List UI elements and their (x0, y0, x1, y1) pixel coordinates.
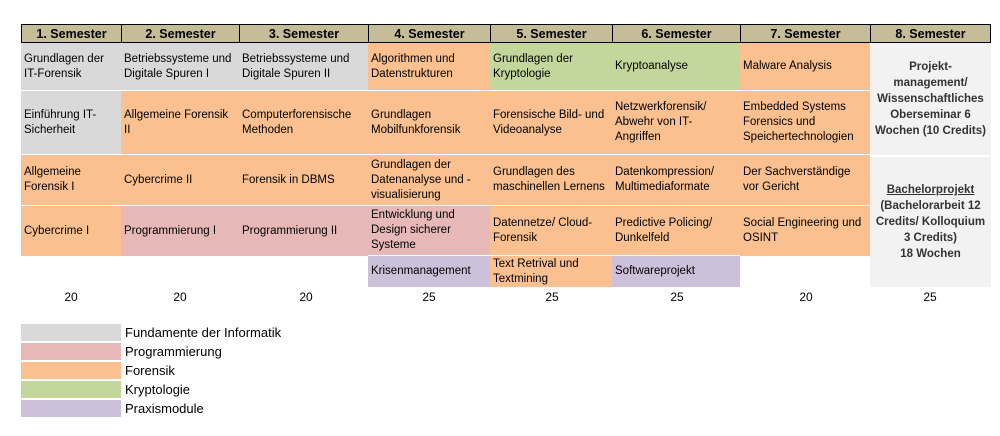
legend-label: Kryptologie (125, 382, 191, 397)
legend-swatch-fundamente (21, 324, 121, 341)
semester-header-2: 2. Semester (121, 24, 240, 43)
credit-total: 25 (923, 290, 937, 304)
module-cell: Forensik in DBMS (239, 155, 368, 206)
bachelor-project-title: Bachelorprojekt (886, 184, 975, 196)
legend-swatch-praxismodule (21, 400, 121, 417)
module-cell: Text Retrival und Textmining (490, 256, 612, 287)
module-cell: Malware Analysis (740, 43, 870, 91)
credit-total: 25 (670, 290, 684, 304)
legend-label: Fundamente der Informatik (125, 325, 282, 340)
bachelor-project-cell: Bachelorprojekt (Bachelorarbeit 12 Credits/ Kolloquium 3 Credits) 18 Wochen (870, 157, 991, 287)
module-cell: Einführung IT-Sicherheit (21, 91, 121, 155)
semester-header-3: 3. Semester (239, 24, 369, 43)
semester-header-8: 8. Semester (870, 24, 991, 43)
legend (21, 324, 321, 420)
project-seminar-cell: Projekt- management/ Wissenschaftliches Oberseminar 6 Wochen (10 Credits) (870, 43, 991, 155)
semester-header-7: 7. Semester (740, 24, 871, 43)
module-cell: Grundlagen des maschinellen Lernens (490, 155, 612, 206)
module-cell: Cybercrime I (21, 206, 121, 256)
credit-total: 20 (799, 290, 813, 304)
module-cell: Kryptoanalyse (612, 43, 740, 91)
module-cell: Der Sachverständige vor Gericht (740, 155, 870, 206)
credit-total: 20 (173, 290, 187, 304)
credit-total: 20 (299, 290, 313, 304)
module-cell: Grundlagen der IT-Forensik (21, 43, 121, 91)
semester-header-4: 4. Semester (368, 24, 491, 43)
module-cell: Betriebssysteme und Digitale Spuren I (121, 43, 239, 91)
legend-swatch-forensik (21, 362, 121, 379)
module-cell: Predictive Policing/ Dunkelfeld (612, 206, 740, 256)
module-cell: Betriebssysteme und Digitale Spuren II (239, 43, 368, 91)
module-cell: Algorithmen und Datenstrukturen (368, 43, 490, 91)
module-cell: Social Engineering und OSINT (740, 206, 870, 256)
credit-total: 20 (64, 290, 78, 304)
module-cell: Programmierung II (239, 206, 368, 256)
module-cell: Softwareprojekt (612, 256, 740, 287)
module-cell: Allgemeine Forensik I (21, 155, 121, 206)
semester-header-6: 6. Semester (612, 24, 741, 43)
module-cell: Grundlagen Mobilfunkforensik (368, 91, 490, 155)
module-cell: Allgemeine Forensik II (121, 91, 239, 155)
semester-header-5: 5. Semester (490, 24, 613, 43)
module-cell: Datennetze/ Cloud-Forensik (490, 206, 612, 256)
semester-header-1: 1. Semester (21, 24, 122, 43)
credit-total: 25 (422, 290, 436, 304)
module-cell: Cybercrime II (121, 155, 239, 206)
curriculum-table (21, 24, 991, 287)
module-cell: Computerforensische Methoden (239, 91, 368, 155)
module-cell: Grundlagen der Kryptologie (490, 43, 612, 91)
module-cell: Embedded Systems Forensics und Speichertechnologien (740, 91, 870, 155)
module-cell: Grundlagen der Datenanalyse und -visualisierung (368, 155, 490, 206)
legend-label: Praxismodule (125, 401, 204, 416)
legend-swatch-kryptologie (21, 381, 121, 398)
legend-label: Programmierung (125, 344, 222, 359)
legend-swatch-programmierung (21, 343, 121, 360)
legend-label: Forensik (125, 363, 175, 378)
module-cell: Netzwerkforensik/ Abwehr von IT-Angriffen (612, 91, 740, 155)
module-cell: Datenkompression/ Multimediaformate (612, 155, 740, 206)
module-cell: Forensische Bild- und Videoanalyse (490, 91, 612, 155)
credit-total: 25 (545, 290, 559, 304)
module-cell: Entwicklung und Design sicherer Systeme (368, 206, 490, 256)
module-cell: Programmierung I (121, 206, 239, 256)
module-cell: Krisenmanagement (368, 256, 490, 287)
